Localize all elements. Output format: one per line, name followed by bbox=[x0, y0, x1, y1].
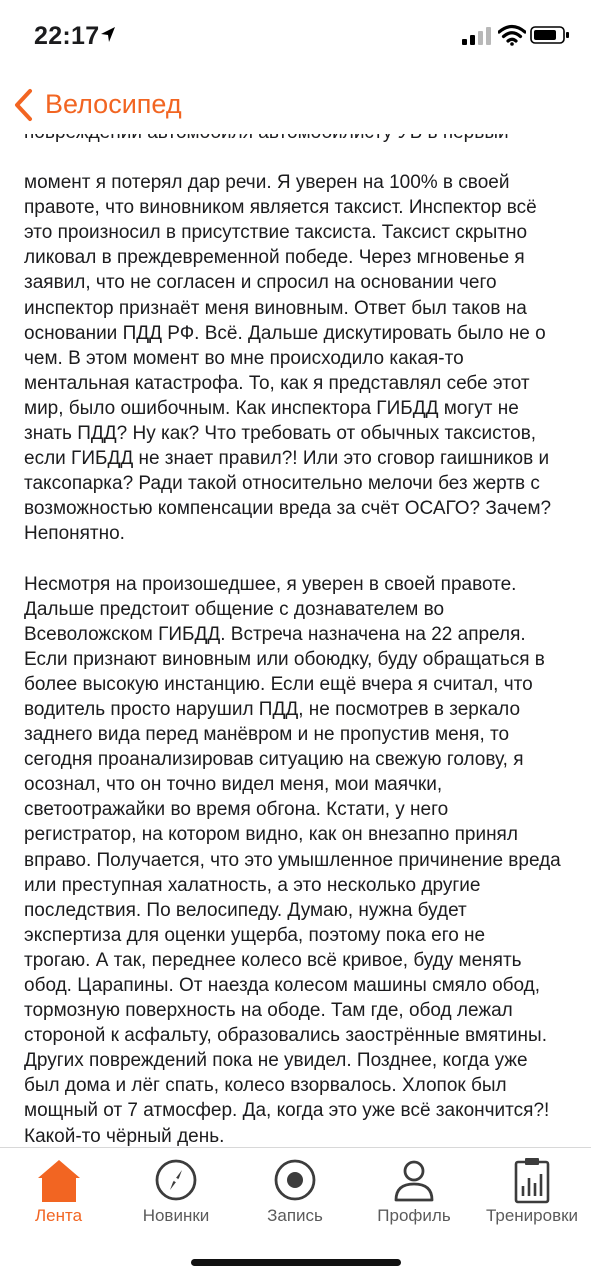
cellular-signal-icon bbox=[462, 27, 492, 45]
article-paragraph-2: Несмотря на произошедшее, я уверен в своей правоте. Дальше предстоит общение с дознавателем во Всеволожском ГИБДД. Встреча назначена на 22 апреля. Если признают виновным или обоюдку, буду обращаться в более высокую инстанцию. Если ещё вчера я считал, что водитель просто нарушил ПДД, не посмотрев в зеркало заднего вида перед манёвром и не пропустив меня, то сегодня проанализировав ситуацию на свежую голову, я осознал, что он точно видел меня, мои маячки, светоотражайки во время обгона. Кстати, у него регистратор, на котором видно, как он внезапно принял вправо. Получается, что это умышленное причинение вреда или преступная халатность, а это несколько другие последствия. По велосипеду. Думаю, нужна будет экспертиза для оценки ущерба, поэтому пока его не трогаю. А так, переднее колесо всё кривое, буду менять обод. Царапины. От наезда колесом машины смяло обод, тормозную поверхность на ободе. Там где, обод лежал стороной к асфальту, образовались заострённые вмятины. Других повреждений пока не увидел. Позднее, когда уже был дома и лёг спать, колесо взорвалось. Хлопок был мощный от 7 атмосфер. Да, когда это уже всё закончится?! Какой-то чёрный день. bbox=[24, 573, 561, 1146]
status-bar bbox=[0, 0, 591, 72]
tab-new[interactable] bbox=[117, 1148, 235, 1248]
record-icon bbox=[271, 1156, 319, 1204]
wifi-icon bbox=[498, 24, 526, 46]
tab-profile-label: Профиль bbox=[377, 1206, 451, 1225]
page-title[interactable]: Велосипед bbox=[45, 89, 182, 119]
profile-icon bbox=[390, 1156, 438, 1204]
compass-icon bbox=[152, 1156, 200, 1204]
tab-new-label: Новинки bbox=[142, 1206, 210, 1225]
tab-feed[interactable] bbox=[0, 1148, 117, 1248]
tab-feed-label: Лента bbox=[34, 1206, 83, 1225]
tab-record[interactable] bbox=[235, 1148, 355, 1248]
tab-profile[interactable] bbox=[355, 1148, 473, 1248]
tab-trainings[interactable] bbox=[473, 1148, 591, 1248]
tab-record-label: Запись bbox=[267, 1206, 323, 1225]
home-indicator[interactable] bbox=[191, 1259, 401, 1266]
navigation-bar bbox=[0, 72, 591, 134]
battery-icon bbox=[530, 25, 570, 45]
status-time: 22:17 bbox=[34, 22, 100, 50]
tab-trainings-label: Тренировки bbox=[485, 1206, 579, 1225]
article-body[interactable] bbox=[24, 120, 572, 1146]
article-paragraph-1: момент я потерял дар речи. Я уверен на 100% в своей правоте, что виновником является таксист. Инспектор всё это произносил в присутствие таксиста. Таксист скрытно ликовал в преждевременной победе. Через мгновенье я заявил, что не согласен и спросил на основании чего инспектор признаёт меня виновным. Ответ был таков на основании ПДД РФ. Всё. Дальше дискутировать было не о чем. В этом момент во мне происходило какая-то ментальная катастрофа. То, как я представлял себе этот мир, было ошибочным. Как инспектора ГИБДД могут не знать ПДД? Ну как? Что требовать от обычных таксистов, если ГИБДД не знает правил?! Или это сговор гаишников и таксопарка? Ради такой относительно мелочи без жертв с возможностью компенсации вреда за счёт ОСАГО? Зачем? Непонятно. bbox=[24, 172, 552, 545]
location-arrow-icon bbox=[99, 25, 117, 45]
chevron-left-icon[interactable] bbox=[12, 88, 34, 122]
home-icon bbox=[35, 1156, 83, 1204]
clipboard-chart-icon bbox=[508, 1156, 556, 1204]
